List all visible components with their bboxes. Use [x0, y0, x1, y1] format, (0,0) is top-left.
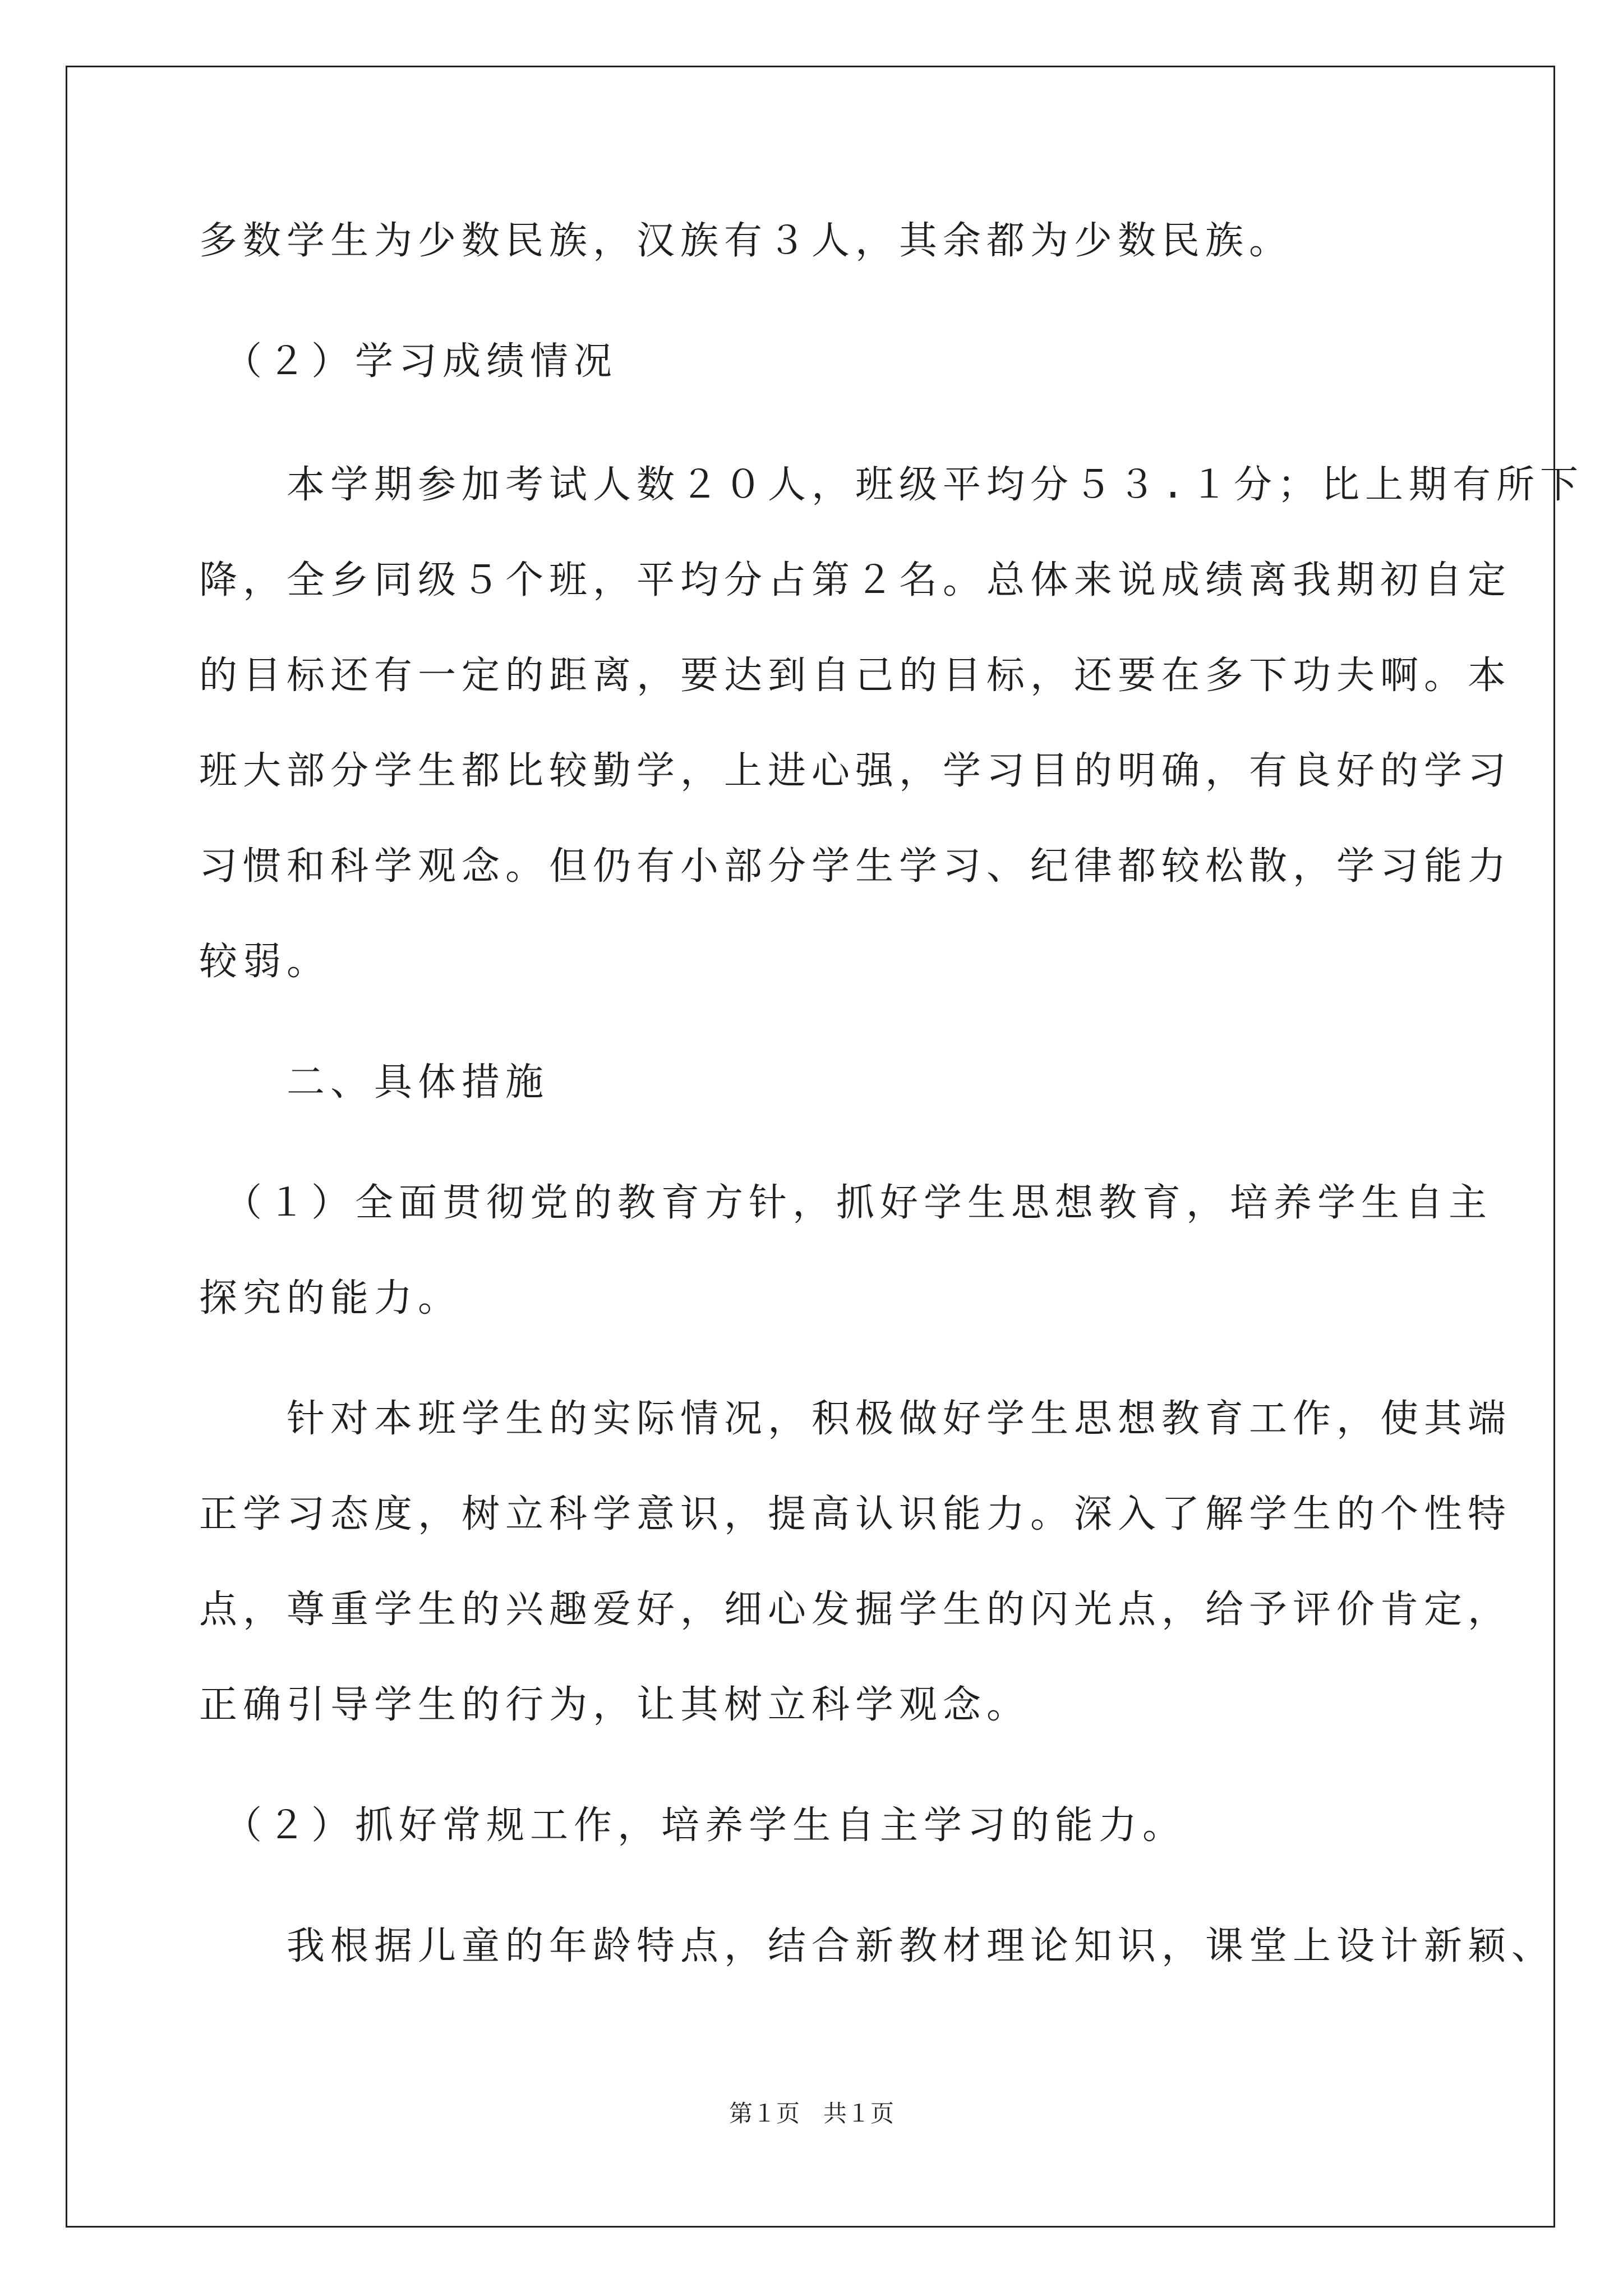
section-heading-line: （２）抓好常规工作，培养学生自主学习的能力。 — [199, 1803, 1187, 1848]
paragraph-line: 的目标还有一定的距离，要达到自己的目标，还要在多下功夫啊。本 — [199, 654, 1512, 698]
section-heading-line: （２）学习成绩情况 — [199, 339, 618, 384]
paragraph-line: 点，尊重学生的兴趣爱好，细心发掘学生的闪光点，给予评价肯定， — [199, 1588, 1512, 1632]
paragraph-line: 降，全乡同级５个班，平均分占第２名。总体来说成绩离我期初自定 — [199, 558, 1512, 602]
paragraph-line: 本学期参加考试人数２０人，班级平均分５３.１分；比上期有所下 — [199, 463, 1584, 507]
paragraph-line: 多数学生为少数民族，汉族有３人，其余都为少数民族。 — [199, 219, 1293, 263]
paragraph-line: 探究的能力。 — [199, 1276, 462, 1320]
paragraph-line: 较弱。 — [199, 940, 331, 984]
page-number-footer: 第１页 共１页 — [728, 2100, 894, 2127]
paragraph-line: 班大部分学生都比较勤学，上进心强，学习目的明确，有良好的学习 — [199, 749, 1512, 793]
paragraph-line: 正确引导学生的行为，让其树立科学观念。 — [199, 1683, 1031, 1727]
page-border — [66, 66, 1555, 2228]
paragraph-line: 习惯和科学观念。但仍有小部分学生学习、纪律都较松散，学习能力 — [199, 844, 1512, 889]
paragraph-line: 我根据儿童的年龄特点，结合新教材理论知识，课堂上设计新颖、 — [199, 1924, 1556, 1968]
paragraph-line: 正学习态度，树立科学意识，提高认识能力。深入了解学生的个性特 — [199, 1492, 1512, 1536]
paragraph-line: （１）全面贯彻党的教育方针，抓好学生思想教育，培养学生自主 — [199, 1181, 1493, 1225]
section-heading-line: 二、具体措施 — [199, 1060, 550, 1105]
paragraph-line: 针对本班学生的实际情况，积极做好学生思想教育工作，使其端 — [199, 1397, 1512, 1441]
